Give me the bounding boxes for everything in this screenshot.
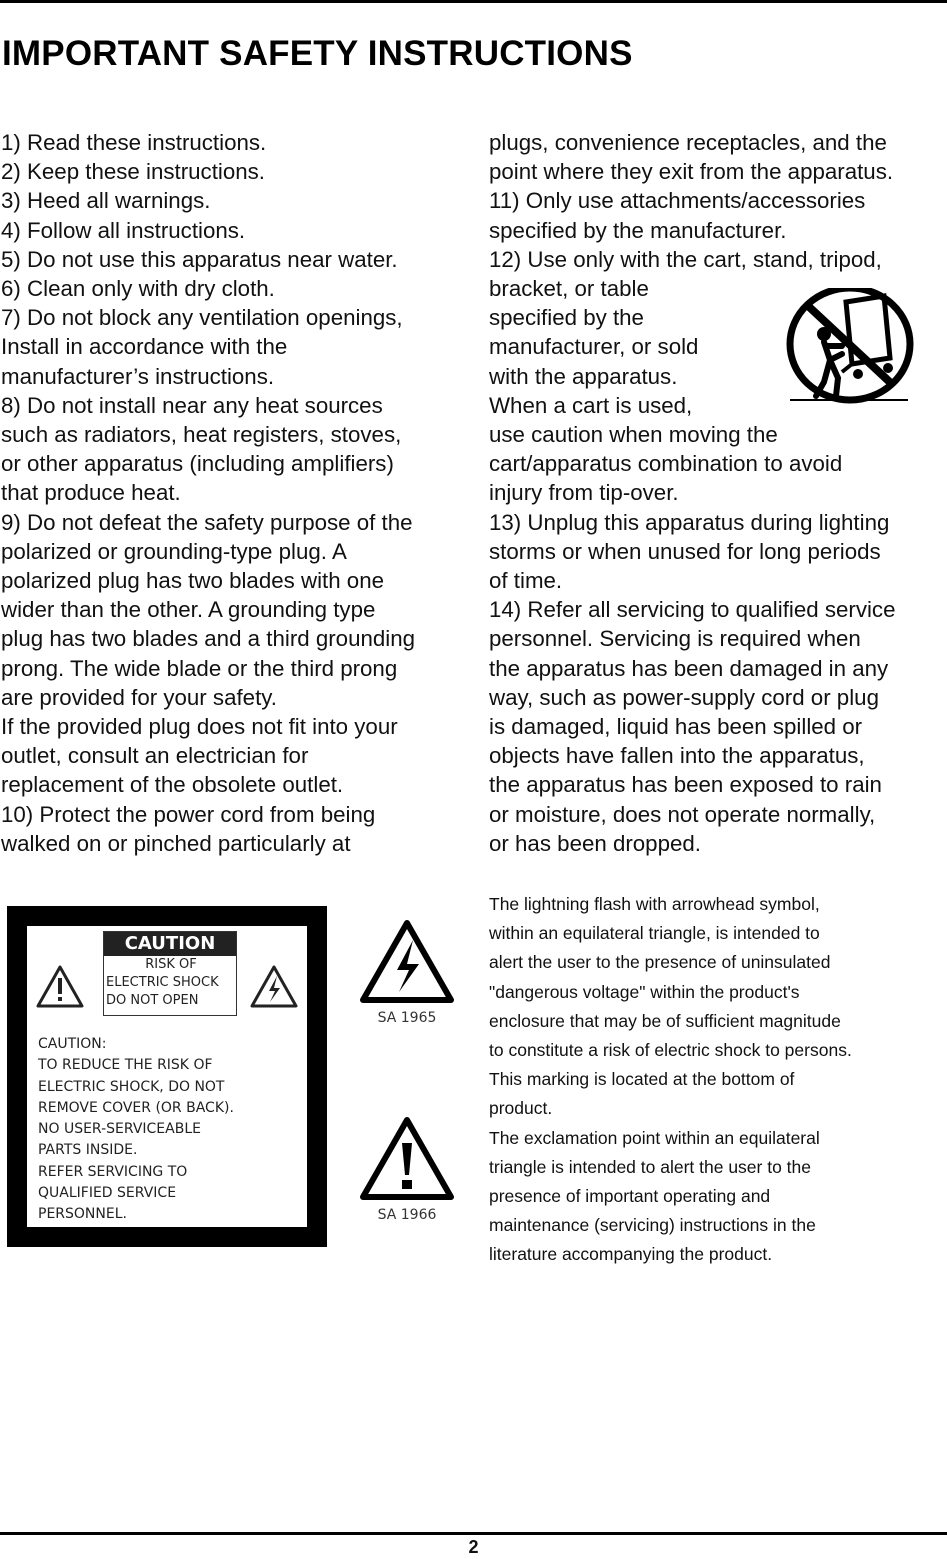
text-line: outlet, consult an electrician for — [1, 743, 309, 769]
text-line: 10) Protect the power cord from being — [1, 801, 376, 827]
risk-line: RISK OF — [145, 957, 197, 972]
text-line: 2) Keep these instructions. — [1, 159, 265, 185]
text-line: objects have fallen into the apparatus, — [489, 743, 865, 769]
symbol-label: SA 1966 — [377, 1207, 437, 1223]
caution-line: CAUTION: — [38, 1036, 107, 1052]
text-line: 5) Do not use this apparatus near water. — [1, 246, 398, 272]
text-line: walked on or pinched particularly at — [1, 830, 351, 856]
text-line: literature accompanying the product. — [489, 1244, 773, 1265]
text-line: 6) Clean only with dry cloth. — [1, 276, 275, 302]
text-line: The exclamation point within an equilateral — [489, 1127, 820, 1148]
lightning-triangle-icon — [357, 918, 457, 1006]
text-line: to constitute a risk of electric shock to persons. — [489, 1040, 852, 1061]
text-line: maintenance (servicing) instructions in the — [489, 1215, 816, 1236]
symbol-label: SA 1965 — [377, 1010, 437, 1026]
caution-line: ELECTRIC SHOCK, DO NOT — [38, 1078, 225, 1095]
right-column — [489, 128, 947, 858]
text-line: are provided for your safety. — [1, 684, 277, 710]
text-line: 8) Do not install near any heat sources — [1, 392, 383, 418]
text-line: "dangerous voltage" within the product's — [489, 981, 800, 1002]
text-line: injury from tip-over. — [489, 480, 679, 506]
text-line: The lightning flash with arrowhead symbol, — [489, 894, 820, 914]
top-rule — [0, 0, 947, 3]
text-line: wider than the other. A grounding type — [1, 597, 376, 623]
text-line: point where they exit from the apparatus. — [489, 159, 894, 185]
text-line: 4) Follow all instructions. — [1, 217, 246, 243]
text-line: This marking is located at the bottom of — [489, 1069, 795, 1090]
lightning-triangle-icon — [249, 964, 299, 1009]
risk-line: ELECTRIC SHOCK — [106, 975, 219, 990]
caution-line: REFER SERVICING TO — [38, 1163, 188, 1180]
caution-line: PERSONNEL. — [38, 1206, 127, 1223]
page-title: IMPORTANT SAFETY INSTRUCTIONS — [2, 34, 633, 73]
page-number: 2 — [468, 1537, 479, 1557]
text-line: 11) Only use attachments/accessories — [489, 188, 866, 214]
text-line: storms or when unused for long periods — [489, 538, 881, 564]
text-line: specified by the manufacturer. — [489, 217, 787, 243]
caution-header — [103, 931, 237, 1016]
text-line: the apparatus has been damaged in any — [489, 655, 889, 681]
text-line: prong. The wide blade or the third prong — [1, 655, 398, 681]
text-line: use caution when moving the — [489, 422, 778, 448]
text-line: within an equilateral triangle, is intended to — [489, 923, 820, 944]
text-line: is damaged, liquid has been spilled or — [489, 714, 863, 740]
text-line: the apparatus has been exposed to rain — [489, 772, 882, 798]
text-line: Install in accordance with the — [1, 334, 288, 360]
text-line: with the apparatus. — [489, 363, 678, 389]
text-line: plug has two blades and a third grounding — [1, 626, 416, 652]
text-line: manufacturer’s instructions. — [1, 363, 275, 389]
text-line: alert the user to the presence of uninsulated — [489, 952, 831, 973]
lightning-symbol — [357, 918, 457, 1026]
caution-title: CAUTION — [104, 932, 236, 956]
text-line: or moisture, does not operate normally, — [489, 801, 876, 827]
risk-line: DO NOT OPEN — [106, 993, 199, 1008]
exclamation-symbol — [357, 1115, 457, 1223]
caution-text — [38, 1034, 303, 1226]
text-line: 14) Refer all servicing to qualified service — [489, 597, 896, 623]
text-line: cart/apparatus combination to avoid — [489, 451, 843, 477]
caution-line: NO USER-SERVICEABLE — [38, 1121, 201, 1138]
caution-line: PARTS INSIDE. — [38, 1142, 138, 1159]
text-line: 13) Unplug this apparatus during lighting — [489, 509, 890, 535]
text-line: presence of important operating and — [489, 1186, 771, 1207]
text-line: personnel. Servicing is required when — [489, 626, 861, 652]
text-line: 12) Use only with the cart, stand, tripod, — [489, 246, 882, 272]
text-line: or has been dropped. — [489, 830, 701, 856]
text-line: way, such as power-supply cord or plug — [489, 684, 879, 710]
text-line: 7) Do not block any ventilation openings, — [1, 305, 403, 331]
text-line: specified by the — [489, 305, 644, 331]
text-line: 3) Heed all warnings. — [1, 188, 211, 214]
text-line: If the provided plug does not fit into your — [1, 714, 398, 740]
text-line: replacement of the obsolete outlet. — [1, 772, 344, 798]
text-line: bracket, or table — [489, 276, 649, 302]
text-line: manufacturer, or sold — [489, 334, 699, 360]
text-line: such as radiators, heat registers, stoves, — [1, 422, 402, 448]
symbol-explanation — [489, 890, 947, 1270]
warning-triangle-icon — [35, 964, 85, 1009]
text-line: triangle is intended to alert the user to the — [489, 1156, 812, 1177]
text-line: product. — [489, 1098, 553, 1119]
text-line: of time. — [489, 568, 563, 594]
text-line: 9) Do not defeat the safety purpose of the — [1, 509, 413, 535]
exclamation-triangle-icon — [357, 1115, 457, 1203]
caution-line: QUALIFIED SERVICE — [38, 1185, 177, 1202]
left-column — [1, 128, 471, 858]
text-line: polarized or grounding-type plug. A — [1, 538, 347, 564]
text-line: polarized plug has two blades with one — [1, 568, 385, 594]
text-line: 1) Read these instructions. — [1, 130, 267, 155]
text-line: or other apparatus (including amplifiers) — [1, 451, 394, 477]
caution-label-box — [7, 906, 327, 1247]
bottom-rule — [0, 1532, 947, 1535]
text-line: that produce heat. — [1, 480, 181, 506]
caution-label-panel — [27, 926, 307, 1227]
no-cart-tipover-icon — [784, 288, 914, 406]
caution-line: TO REDUCE THE RISK OF — [38, 1057, 213, 1074]
caution-line: REMOVE COVER (OR BACK). — [38, 1099, 234, 1116]
text-line: enclosure that may be of sufficient magnitude — [489, 1010, 841, 1031]
text-line: plugs, convenience receptacles, and the — [489, 130, 887, 155]
text-line: When a cart is used, — [489, 392, 693, 418]
